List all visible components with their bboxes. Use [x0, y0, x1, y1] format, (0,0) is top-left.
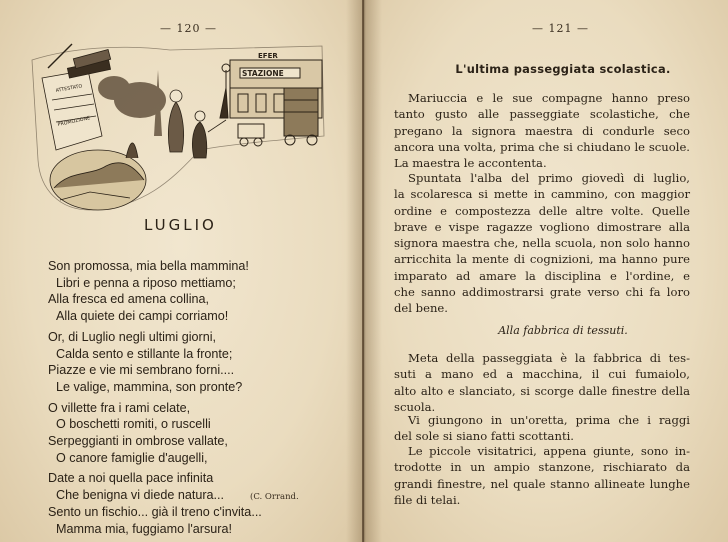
text-line: ordine e compostezza delle altre volte. Quelle — [394, 203, 690, 218]
poem-stanza — [48, 329, 338, 396]
section-subtitle: Alla fabbrica di tessuti. — [498, 324, 628, 337]
poem-line: Piazze e vie mi sembrano forni.... — [48, 363, 235, 378]
text-line: La maestra le accontenta. — [394, 156, 547, 171]
poem-line: Sento un fischio... già il treno c'invita... — [48, 504, 262, 519]
text-line: pregano la signora maestra di condurle seco — [394, 123, 690, 138]
text-line: che sanno addimostrarsi grate verso chi fa loro — [394, 285, 690, 300]
text-line: imparato ad amare la disciplina e l'ordine, e — [394, 268, 690, 283]
station-sign: STAZIONE — [242, 69, 284, 78]
paragraph — [394, 443, 690, 508]
poem-stanza — [48, 400, 338, 467]
people-figures — [168, 90, 226, 158]
poem-line: Alla quiete dei campi corriamo! — [56, 309, 229, 324]
page-number-left: — 120 — — [160, 22, 217, 35]
text-line: grandi finestre, nel quale stanno allineate lunghe — [394, 476, 690, 491]
right-page — [364, 0, 728, 542]
poem-line: Libri e penna a riposo mettiamo; — [56, 275, 236, 290]
poem-line: Serpeggianti in ombrose vallate, — [48, 434, 228, 449]
paragraph — [394, 170, 690, 317]
poem-line: O canore famiglie d'augelli, — [56, 450, 208, 465]
month-title: LUGLIO — [144, 216, 217, 234]
chapter-title: L'ultima passeggiata scolastica. — [455, 62, 671, 76]
landscape-vignette — [50, 143, 146, 210]
text-line: Le piccole visitatrici, appena giunte, sono in- — [408, 444, 690, 458]
text-line: scuola. — [394, 399, 436, 414]
poem-line: Le valige, mammina, son pronte? — [56, 379, 243, 394]
books-drawing — [48, 44, 111, 78]
text-line: Spuntata l'alba del primo giovedì di luglio, — [408, 171, 690, 185]
poem-author: (C. Orrand. — [250, 492, 299, 502]
text-line: Vi giungono in un'oretta, prima che i raggi — [408, 413, 690, 427]
left-page — [0, 0, 362, 542]
poem-line: Or, di Luglio negli ultimi giorni, — [48, 329, 216, 344]
text-line: brave e vispe ragazze vogliono dimostrare alla — [394, 219, 690, 234]
poem-stanza — [48, 258, 338, 325]
text-line: ancora una volta, prima che si chiudano le scuole. — [394, 139, 690, 154]
text-line: Meta della passeggiata è la fabbrica di tes- — [408, 351, 690, 365]
poem-line: O villette fra i rami celate, — [48, 400, 191, 415]
poem-line: Calda sento e stillante la fronte; — [56, 346, 233, 361]
text-line: la scolaresca si mette in cammino, con maggior — [394, 187, 690, 202]
foliage-drawing — [98, 70, 166, 136]
poem-line: Date a noi quella pace infinita — [48, 471, 214, 486]
poem-stanza — [48, 470, 338, 537]
poem-line: O boschetti romiti, o ruscelli — [56, 417, 211, 432]
poem-line: Alla fresca ed amena collina, — [48, 292, 210, 307]
text-line: del bene. — [394, 301, 448, 316]
text-line: Mariuccia e le sue compagne hanno preso — [408, 91, 690, 105]
page-number-right: — 121 — — [532, 22, 589, 35]
paragraph — [394, 350, 690, 415]
station-illustration — [30, 40, 330, 212]
text-line: suti a mano ed a macchina, il cui fumaiolo, — [394, 367, 690, 382]
text-line: trodotte in un ampio stanzone, rischiarato da — [394, 460, 690, 475]
text-line: alto alto e slanciato, si scorge dalle finestre della — [394, 383, 690, 398]
poem-line: Mamma mia, fuggiamo l'arsura! — [56, 521, 232, 536]
text-line: file di telai. — [394, 492, 461, 507]
station-sign-top: EFER — [258, 52, 278, 60]
text-line: signora maestra che, nella scuola, non solo hanno — [394, 236, 690, 251]
paragraph — [394, 90, 690, 171]
paragraph — [394, 412, 690, 445]
book-gutter — [346, 0, 382, 542]
certificate-line-1: ATTESTATO — [55, 84, 83, 94]
poem-line: Che benigna vi diede natura... — [56, 488, 225, 503]
text-line: arricchita la mente di cognizioni, ma hanno pure — [394, 252, 690, 267]
certificate-line-2: PROMOZIONE — [57, 116, 91, 128]
text-line: tanto gusto alle passeggiate scolastiche, che — [394, 107, 690, 122]
text-line: del sole si siano fatti scottanti. — [394, 429, 574, 444]
certificate-scroll — [42, 70, 102, 150]
poem-line: Son promossa, mia bella mammina! — [48, 259, 249, 273]
